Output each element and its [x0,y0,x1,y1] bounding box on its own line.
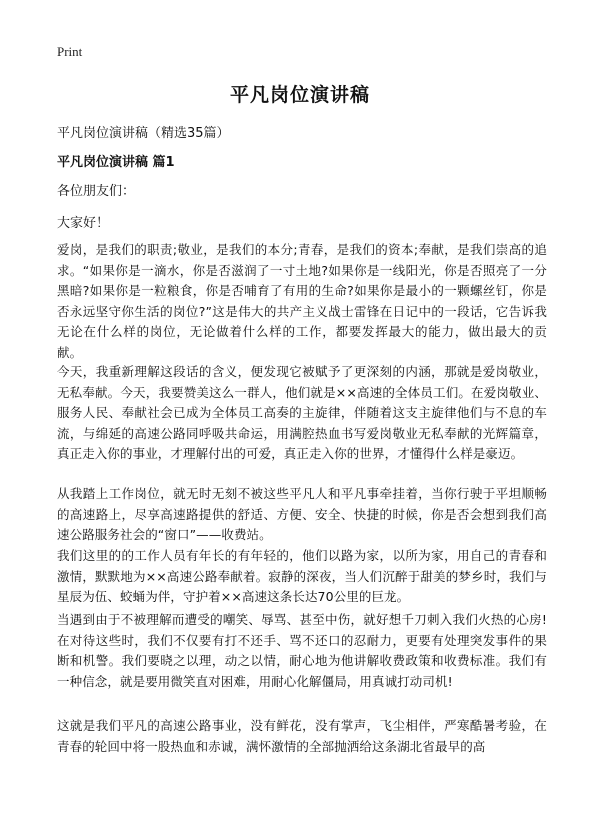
greeting-line-2: 大家好！ [57,216,110,231]
print-link[interactable]: Print [57,44,83,59]
document-title: 平凡岗位演讲稿 [229,84,370,106]
paragraph-4: 我们这里的的工作人员有年长的有年轻的，他们以路为家，以所为家，用自己的青春和激情，默默地为××高速公路奉献着。寂静的深夜，当人们沉醉于甜美的梦乡时，我们与星辰为伍、蛟蛹为伴，守护着××高速这条长达70公里的巨龙。 [57,548,547,604]
paragraph-3: 从我踏上工作岗位，就无时无刻不被这些平凡人和平凡事牵挂着，当你行驶于平坦顺畅的高速路上，尽享高速路提供的舒适、方便、安全、快捷的时候，你是否会想到我们高速公路服务社会的“窗口”——收费站。 [57,486,547,542]
document-subtitle: 平凡岗位演讲稿（精选35篇） [57,126,230,141]
section-heading: 平凡岗位演讲稿 篇1 [57,155,175,170]
greeting-line-1: 各位朋友们： [57,184,136,199]
paragraph-6: 这就是我们平凡的高速公路事业，没有鲜花，没有掌声，飞尘相伴，严寒酷暑考验，在青春的轮回中将一股热血和赤诚，满怀激情的全部抛洒给这条湖北省最早的高 [57,718,547,754]
paragraph-2: 今天，我重新理解这段话的含义，便发现它被赋予了更深刻的内涵，那就是爱岗敬业，无私奉献。今天，我要赞美这么一群人，他们就是××高速的全体员工们。在爱岗敬业、服务人民、奉献社会已成为全体员工高奏的主旋律，伴随着这支主旋律他们与不息的车流，与绵延的高速公路同呼吸共命运，用满腔热血书写爱岗敬业无私奉献的光辉篇章，真正走入你的事业，才理解付出的可爱，真正走入你的世界，才懂得什么样是豪迈。 [57,364,547,461]
paragraph-1: 爱岗，是我们的职责;敬业，是我们的本分;青春，是我们的资本;奉献，是我们崇高的追求。“如果你是一滴水，你是否滋润了一寸土地?如果你是一线阳光，你是否照亮了一分黑暗?如果你是一粒粮食，你是否哺育了有用的生命?如果你是最小的一颗螺丝钉，你是否永远坚守你生活的岗位?”这是伟大的共产主义战士雷锋在日记中的一段话，它告诉我无论在什么样的岗位，无论做着什么样的工作，都要发挥最大的能力，做出最大的贡献。 [57,242,547,360]
paragraph-5: 当遇到由于不被理解而遭受的嘲笑、辱骂、甚至中伤，就好想千刀刺入我们火热的心房!在对待这些时，我们不仅要有打不还手、骂不还口的忍耐力，更要有处理突发事件的果断和机警。我们要晓之以理，动之以情，耐心地为他讲解收费政策和收费标准。我们有一种信念，就是要用微笑直对困难，用耐心化解僵局，用真诚打动司机! [57,612,547,689]
